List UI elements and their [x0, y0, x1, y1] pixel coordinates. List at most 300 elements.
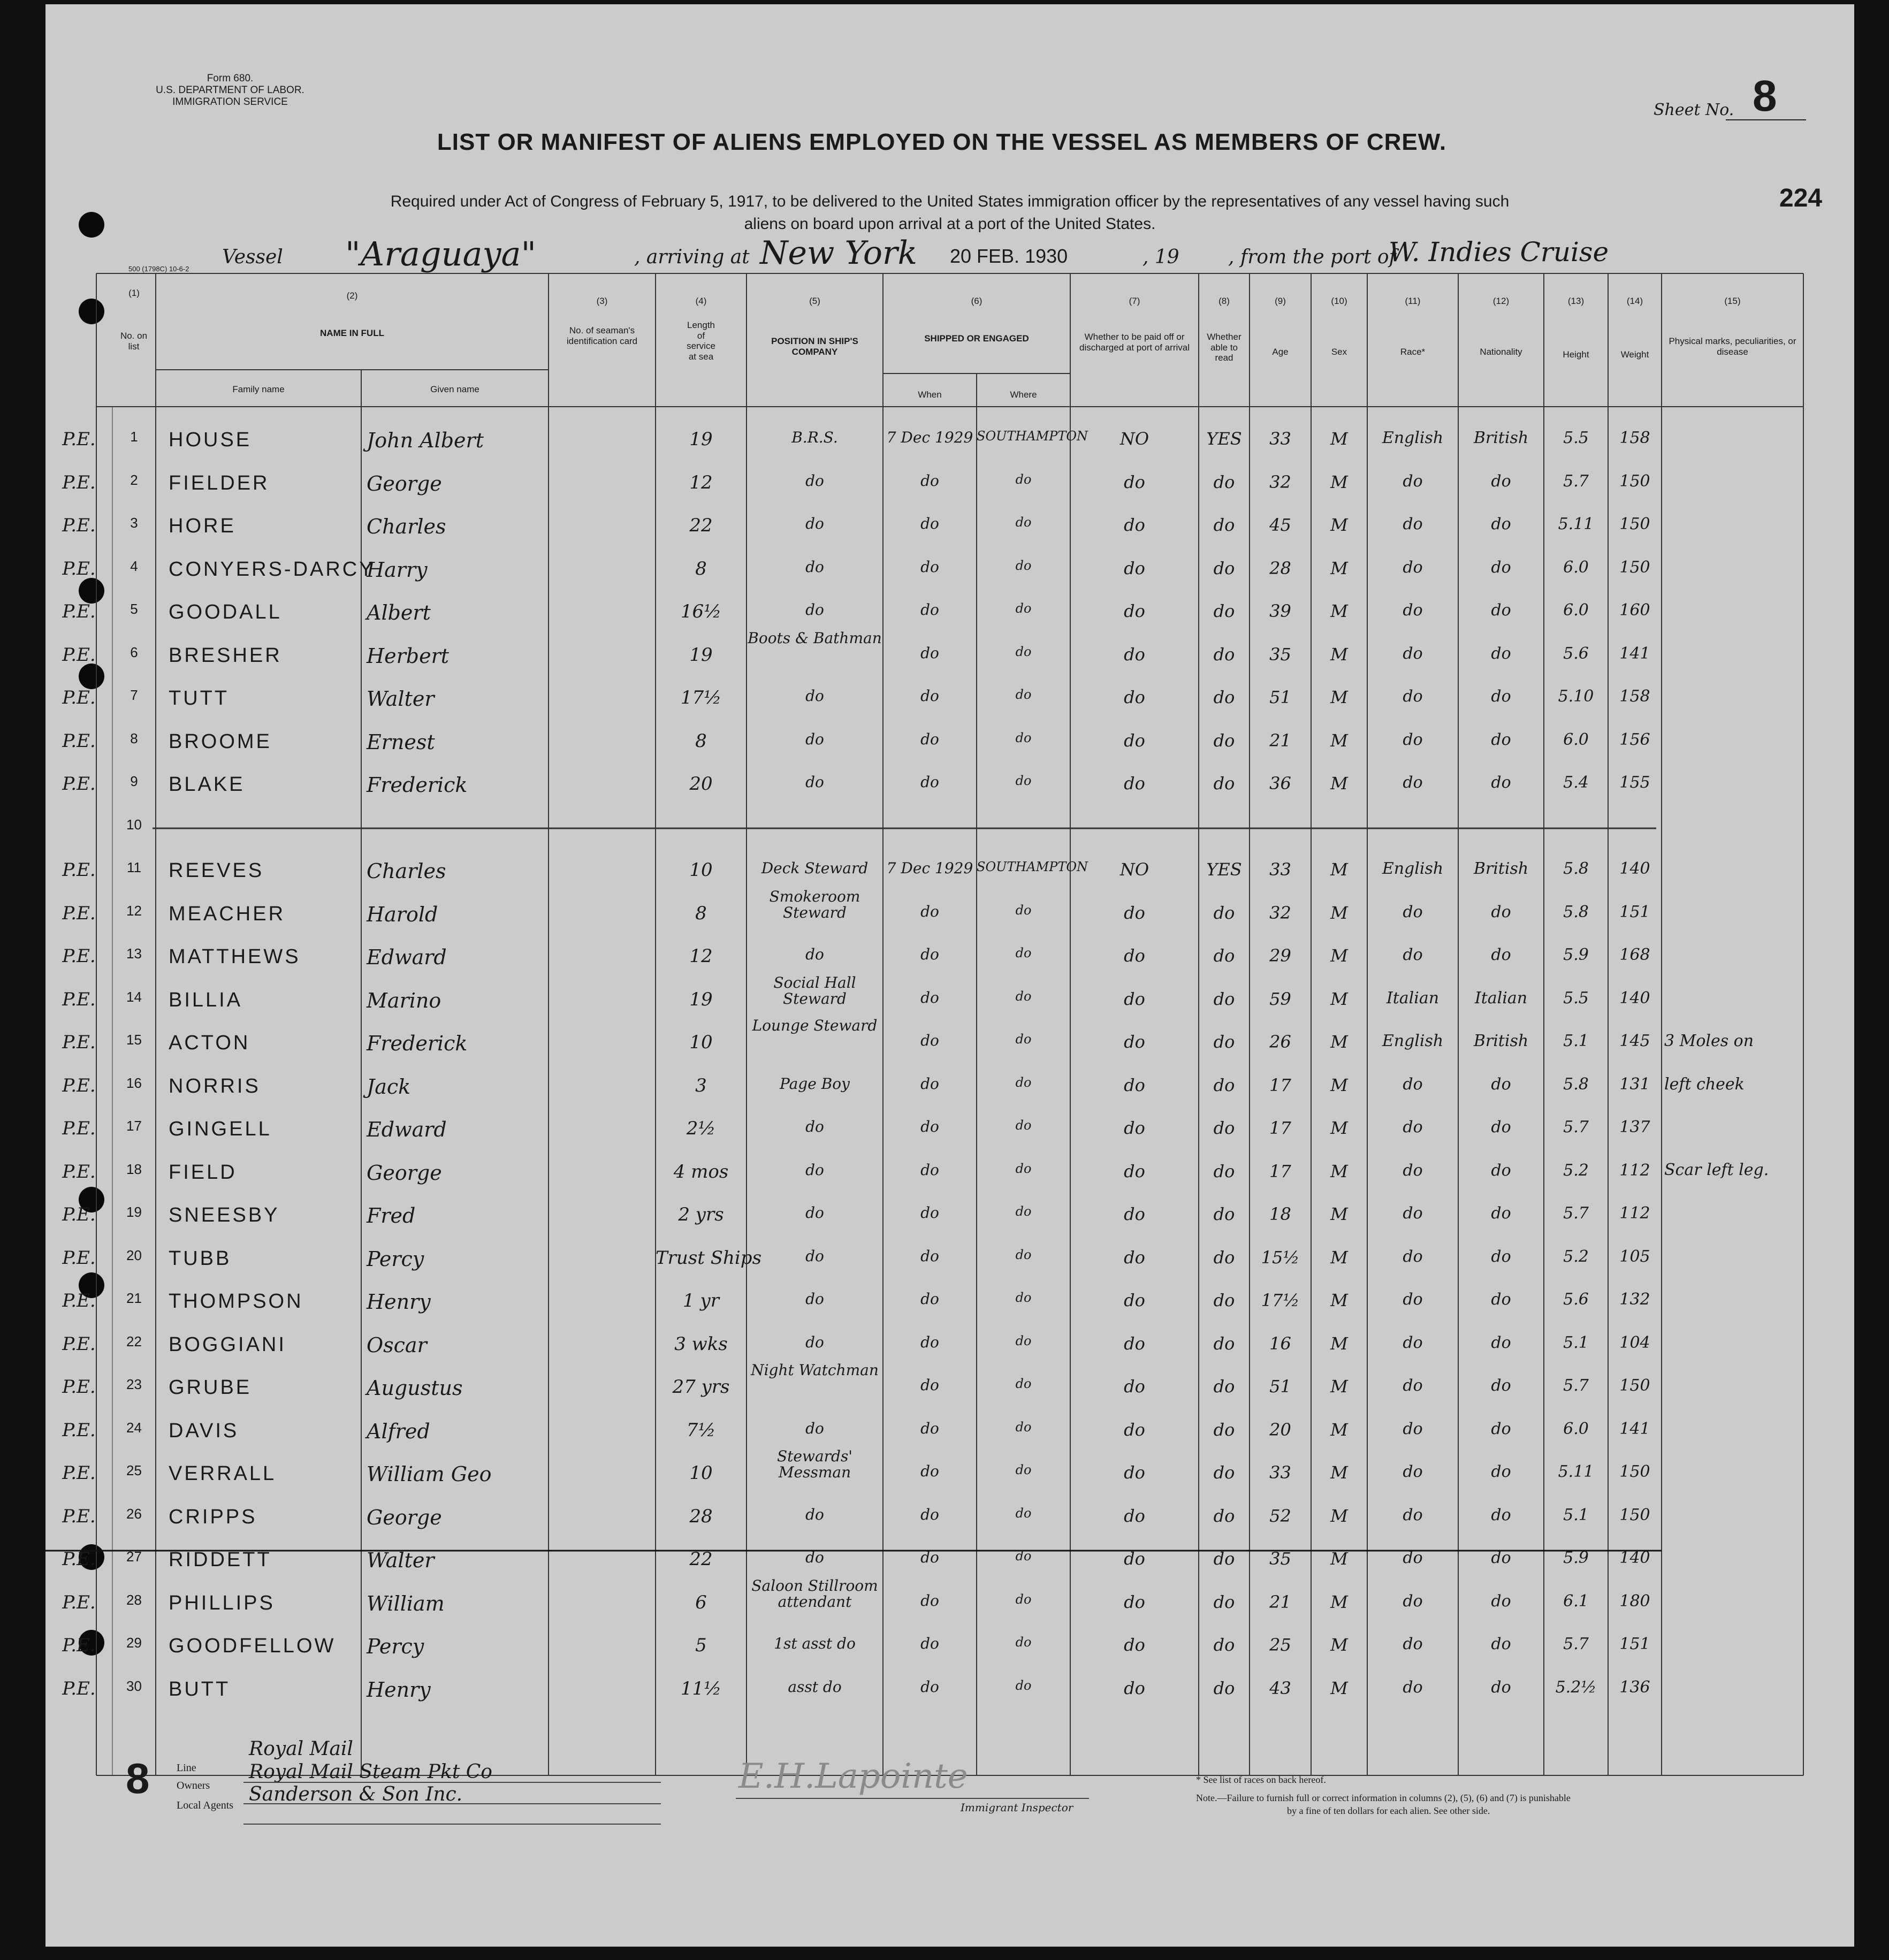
footer-sheet-number: 8 [126, 1755, 150, 1802]
row-number: 16 [126, 1074, 142, 1091]
row-age: 17½ [1261, 1290, 1300, 1310]
row-nationality: British [1473, 1032, 1529, 1050]
row-paid-off: do [1124, 1247, 1145, 1268]
row-where: do [1015, 1549, 1032, 1564]
row-sex: M [1330, 1161, 1348, 1181]
row-height: 5.4 [1563, 773, 1589, 792]
row-family-name: BROOME [169, 730, 272, 753]
row-service: 20 [689, 773, 713, 795]
row-paid-off: do [1124, 601, 1145, 621]
row-paid-off: do [1124, 773, 1145, 794]
row-age: 39 [1269, 601, 1291, 621]
row-sex: M [1330, 1290, 1348, 1310]
col-num: (6) [971, 296, 982, 306]
row-family-name: GRUBE [169, 1376, 252, 1399]
row-number: 20 [126, 1247, 142, 1263]
row-position: asst do [788, 1677, 842, 1696]
footer-line-value: Royal Mail [249, 1738, 353, 1760]
row-able-read: do [1213, 1591, 1235, 1612]
row-race: do [1403, 515, 1423, 533]
subtitle-line-2: aliens on board upon arrival at a port of the United States. [744, 215, 1156, 233]
manifest-sheet [45, 4, 1854, 1947]
row-position: Page Boy [780, 1074, 850, 1093]
row-when: do [920, 1290, 939, 1308]
row-weight: 112 [1619, 1204, 1650, 1223]
col-num: (5) [809, 296, 820, 306]
row-height: 5.11 [1558, 1462, 1594, 1481]
row-able-read: do [1213, 988, 1235, 1009]
row-paid-off: do [1124, 988, 1145, 1009]
row-mark: P.E. [62, 1333, 96, 1355]
row-given-name: William [367, 1591, 445, 1615]
row-when: do [920, 558, 939, 576]
row-given-name: Percy [367, 1247, 424, 1271]
row-nationality: do [1491, 1677, 1511, 1697]
row-mark: P.E. [62, 687, 96, 708]
row-able-read: do [1213, 1074, 1235, 1095]
row-age: 32 [1269, 902, 1291, 923]
row-race: English [1382, 429, 1444, 447]
row-able-read: do [1213, 1419, 1235, 1440]
row-position: 1st asst do [774, 1635, 856, 1652]
row-when: do [920, 687, 939, 705]
penalty-note [1196, 1791, 1571, 1817]
row-able-read: do [1213, 644, 1235, 665]
row-nationality: do [1491, 730, 1511, 749]
row-able-read: do [1213, 1333, 1235, 1354]
row-paid-off: do [1124, 902, 1145, 923]
row-when: do [920, 1161, 939, 1179]
row-paid-off: do [1124, 1161, 1145, 1181]
row-service: 11½ [680, 1677, 722, 1699]
row-family-name: CRIPPS [169, 1505, 257, 1528]
row-where: do [1015, 1290, 1032, 1305]
row-number: 30 [126, 1677, 142, 1694]
row-nationality: Italian [1474, 988, 1528, 1008]
row-sex: M [1330, 1505, 1348, 1526]
col-num: (9) [1275, 296, 1286, 306]
row-number: 26 [126, 1505, 142, 1522]
row-weight: 131 [1619, 1074, 1650, 1094]
row-family-name: DAVIS [169, 1419, 239, 1442]
row-age: 45 [1269, 515, 1291, 535]
row-given-name: Alfred [367, 1419, 430, 1443]
row-family-name: BOGGIANI [169, 1333, 286, 1356]
row-sex: M [1330, 1204, 1348, 1224]
row-mark: P.E. [62, 601, 96, 622]
row-height: 6.0 [1563, 1419, 1589, 1438]
row-when: do [920, 773, 939, 791]
row-number: 7 [130, 687, 138, 703]
row-nationality: British [1473, 859, 1529, 878]
row-service: Trust Ships [656, 1247, 762, 1269]
row-where: do [1015, 1419, 1032, 1435]
row-position: Saloon Stillroom attendant [751, 1576, 878, 1611]
table-row [45, 1280, 1854, 1324]
row-number: 11 [127, 859, 141, 875]
row-paid-off: do [1124, 1549, 1145, 1569]
col-num: (12) [1492, 296, 1510, 306]
table-row [45, 1625, 1854, 1668]
row-nationality: do [1491, 1204, 1511, 1223]
table-row [45, 1194, 1854, 1238]
form-code: 500 (1798C) 10-6-2 [128, 265, 189, 273]
row-age: 28 [1269, 558, 1291, 578]
footer-owners-value: Royal Mail Steam Pkt Co [249, 1761, 492, 1783]
row-where: do [1015, 902, 1032, 918]
row-nationality: do [1491, 687, 1511, 706]
arriving-label: , arriving at [634, 246, 750, 268]
row-family-name: BRESHER [169, 644, 282, 667]
col-age: Age [1272, 347, 1289, 357]
row-when: do [920, 902, 939, 920]
year-label: , 19 [1142, 246, 1179, 268]
row-sex: M [1330, 1419, 1348, 1440]
row-race: English [1382, 1032, 1444, 1050]
row-race: do [1403, 945, 1423, 964]
row-given-name: Frederick [367, 773, 468, 797]
row-where: do [1015, 1161, 1032, 1176]
row-when: do [920, 1462, 939, 1480]
col-num: (1) [128, 288, 140, 298]
row-mark: P.E. [62, 1204, 96, 1225]
row-when: do [920, 1591, 939, 1610]
row-paid-off: do [1124, 471, 1145, 492]
row-service: 17½ [680, 687, 722, 708]
row-able-read: do [1213, 902, 1235, 923]
row-position: do [805, 601, 824, 619]
table-row [45, 936, 1854, 979]
row-number: 8 [130, 730, 138, 746]
row-given-name: Walter [367, 687, 435, 711]
row-height: 5.7 [1563, 471, 1589, 491]
table-row [45, 1576, 1854, 1626]
row-where: do [1015, 1505, 1032, 1521]
row-family-name: PHILLIPS [169, 1591, 275, 1614]
row-weight: 105 [1619, 1247, 1650, 1266]
row-when: do [920, 945, 939, 963]
row-weight: 132 [1619, 1290, 1650, 1309]
row-position: do [805, 1505, 824, 1523]
row-given-name: Henry [367, 1677, 431, 1702]
row-where: do [1015, 945, 1032, 960]
col-num: (13) [1567, 296, 1585, 306]
row-height: 5.11 [1558, 515, 1594, 533]
row-number: 21 [126, 1290, 142, 1306]
row-sex: M [1330, 902, 1348, 923]
row-given-name: Herbert [367, 644, 450, 668]
row-when: do [920, 1677, 939, 1696]
row-height: 6.0 [1563, 730, 1589, 749]
row-service: 27 yrs [672, 1376, 730, 1398]
row-nationality: do [1491, 558, 1511, 577]
row-service: 7½ [686, 1419, 716, 1441]
col-shipped: SHIPPED OR ENGAGED [924, 333, 1029, 344]
row-mark: P.E. [62, 1549, 96, 1570]
row-height: 5.8 [1563, 859, 1589, 878]
row-number: 14 [126, 988, 142, 1005]
row-weight: 168 [1619, 945, 1650, 964]
row-age: 43 [1269, 1677, 1291, 1698]
row-paid-off: do [1124, 730, 1145, 751]
table-row [45, 1151, 1854, 1195]
table-row [45, 1361, 1854, 1410]
row-able-read: do [1213, 1376, 1235, 1397]
row-family-name: VERRALL [169, 1462, 277, 1485]
row-nationality: do [1491, 1290, 1511, 1309]
row-family-name: FIELDER [169, 471, 270, 494]
row-service: 2½ [686, 1118, 716, 1139]
row-service: 6 [695, 1591, 707, 1613]
table-row [45, 1447, 1854, 1496]
row-nationality: do [1491, 1074, 1511, 1094]
row-where: do [1015, 988, 1032, 1004]
row-mark: P.E. [62, 1505, 96, 1527]
row-where: do [1015, 1074, 1032, 1090]
page-stamp: 224 [1779, 184, 1823, 212]
row-when: 7 Dec 1929 [886, 429, 973, 446]
row-age: 33 [1269, 859, 1291, 880]
row-position: do [805, 558, 824, 576]
row-height: 5.7 [1563, 1204, 1589, 1223]
row-number: 10 [126, 816, 142, 833]
row-weight: 150 [1619, 515, 1650, 533]
table-row [45, 1668, 1854, 1712]
col-no-on-list: No. on list [120, 331, 148, 352]
row-weight: 150 [1619, 1505, 1650, 1524]
row-number: 13 [126, 945, 142, 962]
row-able-read: do [1213, 687, 1235, 707]
row-paid-off: do [1124, 1677, 1145, 1698]
row-height: 5.5 [1563, 429, 1589, 447]
col-num: (10) [1331, 296, 1347, 306]
row-race: do [1403, 687, 1423, 706]
row-mark: P.E. [62, 1247, 96, 1269]
row-family-name: MATTHEWS [169, 945, 301, 968]
row-paid-off: do [1124, 1333, 1145, 1354]
row-mark: P.E. [62, 1376, 96, 1398]
row-age: 20 [1269, 1419, 1291, 1440]
row-when: do [920, 1549, 939, 1566]
row-number: 24 [126, 1419, 142, 1436]
row-position: do [805, 945, 824, 963]
row-family-name: FIELD [169, 1161, 237, 1184]
row-nationality: do [1491, 1247, 1511, 1266]
row-when: do [920, 1635, 939, 1652]
row-position: Night Watchman [751, 1361, 879, 1379]
row-race: do [1403, 601, 1423, 620]
row-given-name: Fred [367, 1204, 416, 1227]
row-where: do [1015, 1247, 1032, 1262]
row-nationality: do [1491, 1635, 1511, 1653]
row-given-name: Charles [367, 859, 446, 883]
row-family-name: ACTON [169, 1032, 250, 1054]
row-paid-off: do [1124, 1419, 1145, 1440]
row-race: do [1403, 1591, 1423, 1611]
row-able-read: do [1213, 515, 1235, 535]
row-family-name: MEACHER [169, 902, 286, 925]
row-age: 16 [1269, 1333, 1291, 1354]
row-nationality: do [1491, 902, 1511, 921]
col-nationality: Nationality [1480, 347, 1522, 357]
row-weight: 160 [1619, 601, 1650, 620]
row-weight: 141 [1619, 644, 1650, 663]
row-family-name: GOODFELLOW [169, 1635, 336, 1657]
row-paid-off: do [1124, 644, 1145, 665]
row-mark: P.E. [62, 644, 96, 666]
row-when: do [920, 515, 939, 532]
table-row [45, 850, 1854, 893]
row-nationality: do [1491, 773, 1511, 792]
row-number: 29 [126, 1635, 142, 1651]
row-paid-off: do [1124, 687, 1145, 707]
row-race: do [1403, 773, 1423, 792]
col-where: Where [1010, 390, 1037, 400]
row-position: Lounge Steward [752, 1017, 878, 1034]
col-sex: Sex [1331, 347, 1347, 357]
row-given-name: Oscar [367, 1333, 427, 1357]
row-family-name: RIDDETT [169, 1549, 272, 1571]
col-position: POSITION IN SHIP'S COMPANY [771, 336, 858, 357]
row-mark: P.E. [62, 1161, 96, 1183]
row-weight: 141 [1619, 1419, 1650, 1438]
table-row [45, 591, 1854, 635]
row-family-name: BLAKE [169, 773, 245, 796]
row-able-read: do [1213, 1635, 1235, 1655]
row-weight: 158 [1619, 687, 1650, 706]
row-race: do [1403, 1376, 1423, 1395]
row-weight: 156 [1619, 730, 1650, 749]
row-family-name: TUTT [169, 687, 230, 710]
row-paid-off: do [1124, 1462, 1145, 1483]
footer-agents-value: Sanderson & Son Inc. [249, 1783, 463, 1805]
table-row [45, 1324, 1854, 1367]
row-race: do [1403, 1074, 1423, 1094]
row-able-read: YES [1206, 859, 1242, 880]
row-age: 17 [1269, 1118, 1291, 1138]
col-num: (11) [1405, 296, 1421, 306]
row-race: English [1382, 859, 1444, 878]
table-row [45, 1017, 1854, 1065]
row-race: do [1403, 1204, 1423, 1223]
row-race: do [1403, 1635, 1423, 1653]
row-sex: M [1330, 1333, 1348, 1354]
row-mark: P.E. [62, 859, 96, 881]
row-weight: 151 [1619, 1635, 1650, 1653]
row-service: 19 [689, 644, 713, 666]
row-where: SOUTHAMPTON [977, 429, 1088, 444]
vessel-label: Vessel [222, 246, 283, 268]
row-paid-off: do [1124, 1505, 1145, 1526]
row-when: do [920, 1333, 939, 1351]
row-number: 1 [130, 429, 138, 445]
row-service: 10 [689, 1462, 713, 1484]
arriving-port: New York [760, 234, 917, 272]
row-position: do [805, 1419, 824, 1437]
row-mark: P.E. [62, 515, 96, 536]
row-sex: M [1330, 1118, 1348, 1138]
row-given-name: Edward [367, 1118, 447, 1141]
row-mark: P.E. [62, 1032, 96, 1053]
row-able-read: do [1213, 1161, 1235, 1181]
table-row [45, 462, 1854, 506]
inspector-signature: E.H.Lapointe [738, 1757, 968, 1796]
row-age: 17 [1269, 1161, 1291, 1181]
row-weight: 140 [1619, 988, 1650, 1008]
row-able-read: do [1213, 1462, 1235, 1483]
row-number: 17 [126, 1118, 142, 1134]
row-able-read: do [1213, 1505, 1235, 1526]
col-seaman-card: No. of seaman's identification card [566, 325, 638, 346]
row-given-name: Percy [367, 1635, 424, 1658]
row-when: do [920, 1032, 939, 1049]
row-nationality: do [1491, 1376, 1511, 1395]
row-paid-off: do [1124, 1635, 1145, 1655]
row-height: 5.6 [1563, 1290, 1589, 1309]
row-able-read: do [1213, 1032, 1235, 1052]
row-paid-off: do [1124, 1032, 1145, 1052]
row-when: do [920, 1505, 939, 1523]
row-family-name: NORRIS [169, 1074, 261, 1097]
row-age: 35 [1269, 644, 1291, 665]
row-given-name: Harold [367, 902, 438, 926]
table-row [45, 1539, 1854, 1582]
row-age: 21 [1269, 730, 1291, 751]
row-number: 4 [130, 558, 138, 574]
row-able-read: do [1213, 1290, 1235, 1310]
row-able-read: do [1213, 773, 1235, 794]
row-where: do [1015, 1591, 1032, 1607]
table-row [45, 419, 1854, 462]
col-family-name: Family name [232, 384, 285, 394]
row-sex: M [1330, 773, 1348, 794]
row-position: Stewards' Messman [776, 1447, 853, 1481]
row-position: Smokeroom Steward [769, 887, 860, 921]
row-sex: M [1330, 1247, 1348, 1268]
row-service: 19 [689, 988, 713, 1010]
row-weight: 150 [1619, 471, 1650, 491]
table-row [45, 1108, 1854, 1151]
row-race: do [1403, 1290, 1423, 1309]
row-mark: P.E. [62, 1635, 96, 1656]
row-race: do [1403, 1677, 1423, 1697]
table-row [45, 887, 1854, 936]
table-row [45, 1238, 1854, 1281]
row-age: 29 [1269, 945, 1291, 966]
row-race: do [1403, 1549, 1423, 1567]
row-mark: P.E. [62, 945, 96, 967]
row-mark: P.E. [62, 773, 96, 795]
row-number: 22 [126, 1333, 142, 1349]
row-weight: 137 [1619, 1118, 1650, 1137]
row-service: 3 [695, 1074, 707, 1096]
date-stamp: 20 FEB. 1930 [950, 245, 1068, 267]
row-height: 5.8 [1563, 1074, 1589, 1094]
table-row [45, 721, 1854, 764]
row-position: do [805, 1161, 824, 1179]
row-paid-off: do [1124, 515, 1145, 535]
row-race: do [1403, 1161, 1423, 1180]
row-age: 33 [1269, 429, 1291, 449]
row-weight: 150 [1619, 1462, 1650, 1481]
row-height: 5.1 [1563, 1032, 1589, 1050]
row-age: 18 [1269, 1204, 1291, 1224]
row-able-read: do [1213, 945, 1235, 966]
row-number: 2 [130, 471, 138, 488]
row-nationality: do [1491, 1462, 1511, 1481]
inspector-label: Immigrant Inspector [961, 1801, 1073, 1814]
row-where: do [1015, 1462, 1032, 1477]
